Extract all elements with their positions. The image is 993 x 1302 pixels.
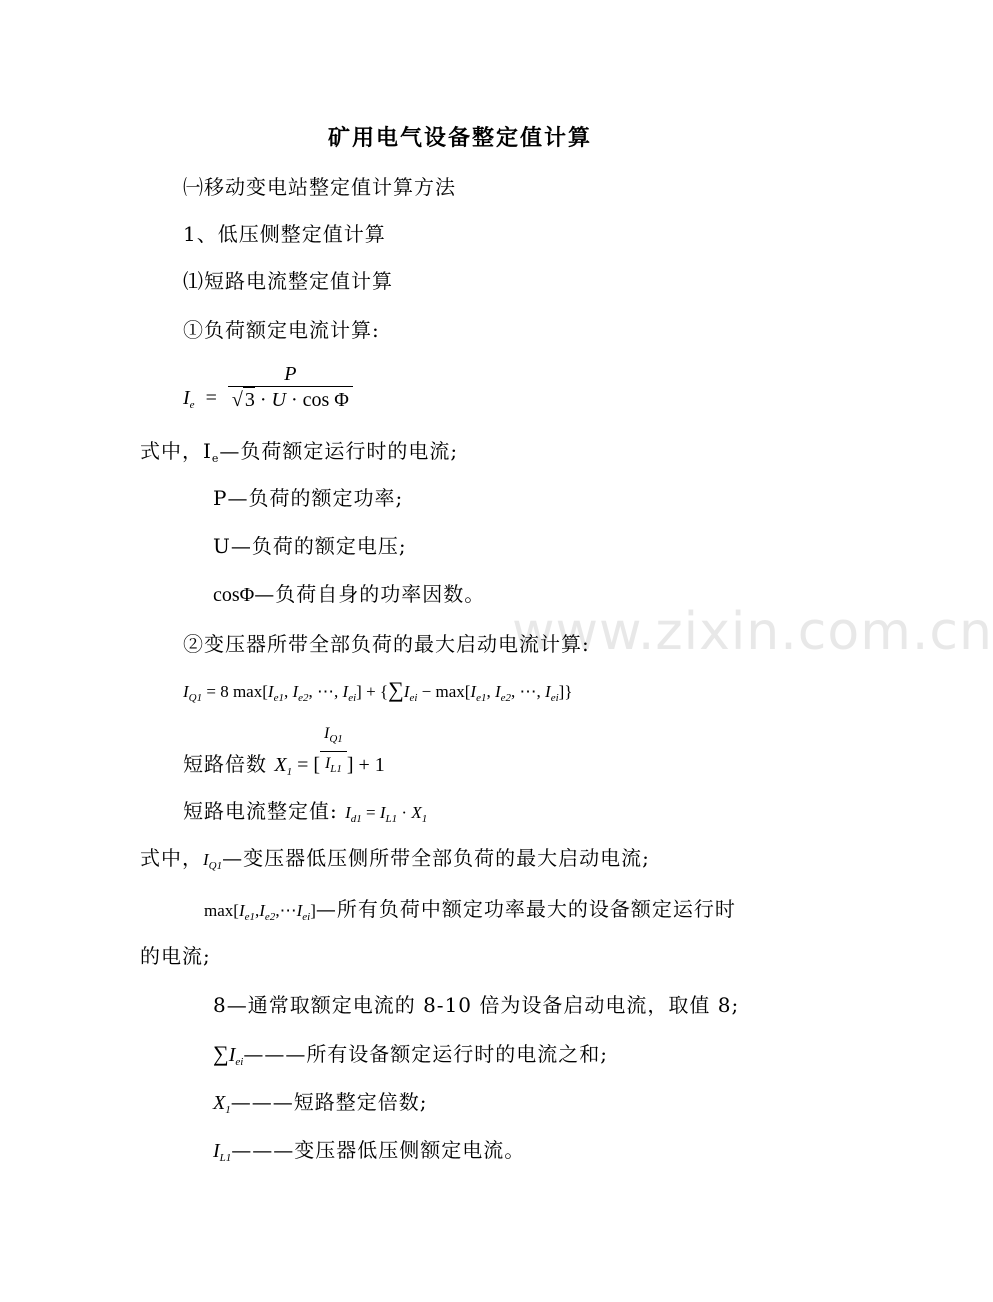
formula-rated-current: $I_e$ = $\frac{P}{\text{√ 3 · U · cos Φ}}$ [183,362,353,414]
definition-8: 8—通常取额定电流的 8-10 倍为设备启动电流，取值 8; [213,993,740,1017]
definition-cos: cosΦ—负荷自身的功率因数。 [213,582,486,606]
watermark: www.zixin.com.cn [512,602,993,662]
definition-max: $\max[I_{e1},I_{e2},\cdots I_{ei}]—$所有负荷中额定功率最大的设备额定运行时 [204,897,736,923]
section-heading-1: ㈠移动变电站整定值计算方法 [183,175,456,199]
where-clause-2: 式中，$I_{Q1}—$变压器低压侧所带全部负荷的最大启动电流; [140,846,650,872]
section-heading-2: 1、低压侧整定值计算 [183,222,386,246]
section-heading-3: ⑴短路电流整定值计算 [183,269,393,293]
definition-IL1: $I_{L1}———$变压器低压侧额定电流。 [213,1138,526,1164]
where-clause-1: 式中，$I_e—$负荷额定运行时的电流; [140,439,459,465]
formula-short-circuit-multiple: 短路倍数 $X_1$ = [ $\frac{I_{Q1}}{I_{L1}}$ ] + 1 [183,722,385,776]
formula-max-start-current: $I_{Q1} = 8$ $\max[I_{e1}$, $I_{e2}$, ⋯, $I_{ei}] + \{\sum I_{ei} - \max[I_{e1}$, $I_{e2}$, ⋯, $I_{ei}$]} [183,677,573,704]
page-title: 矿用电气设备整定值计算 [327,125,592,151]
definition-P: P—负荷的额定功率; [213,486,404,510]
step-2-heading: ②变压器所带全部负荷的最大启动电流计算: [183,632,590,656]
formula-setting-value: 短路电流整定值: $I_{d1} = I_{L1} \cdot X_1$ [183,799,428,825]
definition-X1: $X_1———$短路整定倍数; [213,1090,428,1116]
definition-max-continued: 的电流; [140,944,211,968]
step-1-heading: ①负荷额定电流计算: [183,318,380,342]
definition-sum: $\sum I_{ei}———$所有设备额定运行时的电流之和; [213,1041,609,1068]
definition-U: U—负荷的额定电压; [213,534,407,558]
